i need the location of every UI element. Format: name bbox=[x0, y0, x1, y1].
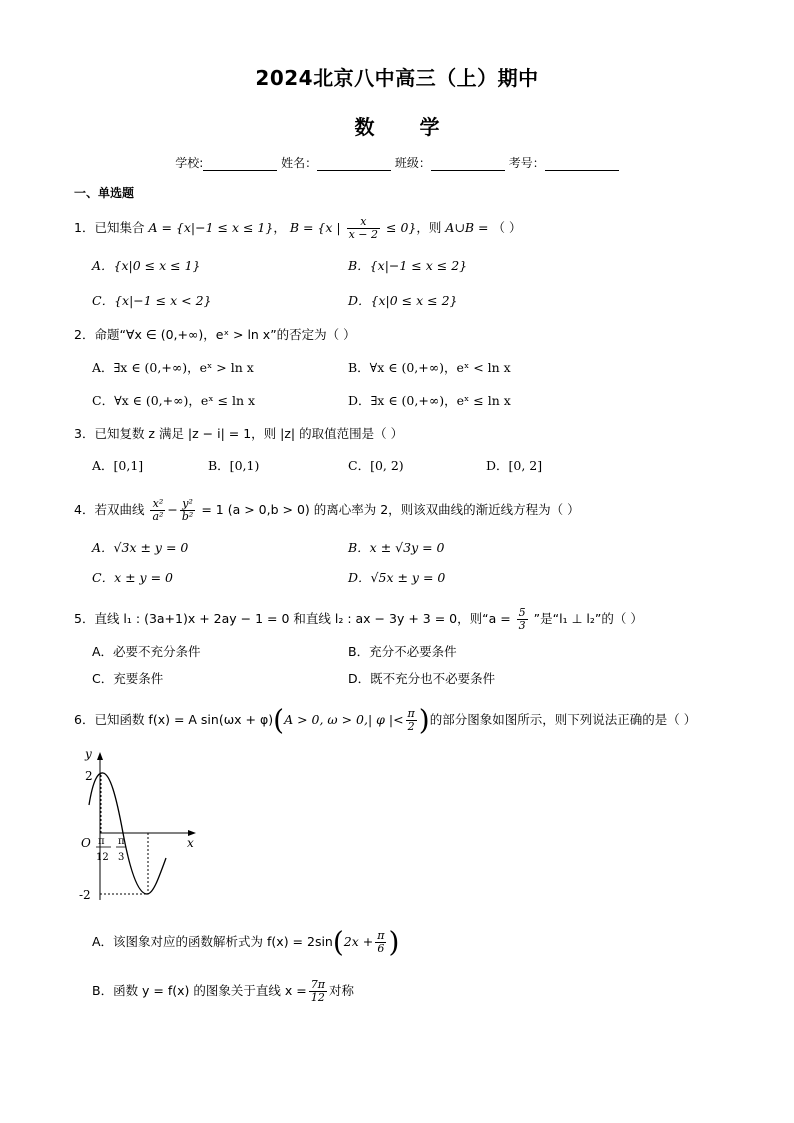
q4-stem-rest: = 1 (a > 0,b > 0) 的离心率为 2，则该双曲线的渐近线方程为（ ） bbox=[201, 502, 580, 517]
q6-frac-den: 2 bbox=[407, 720, 415, 733]
origin-label: O bbox=[81, 836, 91, 850]
q4-option-b[interactable]: B．x ± √3y = 0 bbox=[348, 540, 445, 555]
class-blank[interactable] bbox=[431, 157, 505, 171]
x-tick1-den: 12 bbox=[96, 852, 109, 863]
page-title: 2024北京八中高三（上）期中 bbox=[255, 66, 539, 90]
y-axis-arrow-icon bbox=[97, 752, 103, 760]
q6-function-graph bbox=[70, 740, 210, 910]
q3-option-c[interactable]: C．[0, 2) bbox=[348, 458, 404, 473]
school-label: 学校: bbox=[175, 156, 204, 170]
q5-stem-rest: ”是“l₁ ⊥ l₂”的（ ） bbox=[533, 611, 643, 626]
q6-option-a-fraction bbox=[375, 930, 386, 955]
school-blank[interactable] bbox=[203, 157, 277, 171]
q4-option-a[interactable]: A．√3x ± y = 0 bbox=[92, 540, 189, 555]
q1-set-b-post: ≤ 0} bbox=[386, 220, 417, 235]
q6-frac-num: π bbox=[407, 707, 415, 720]
q6-option-a-inner: 2x + bbox=[343, 934, 374, 949]
q2-option-c[interactable]: C．∀x ∈ (0,+∞)，eˣ ≤ ln x bbox=[92, 393, 256, 408]
q5-stem-text: 5．直线 l₁ : (3a+1)x + 2ay − 1 = 0 和直线 l₂ : ax − 3y + 3 = 0，则“a = bbox=[74, 611, 511, 626]
y-min-label: -2 bbox=[79, 888, 91, 902]
q4-stem-text: 4．若双曲线 bbox=[74, 502, 145, 517]
q6-option-a-num: π bbox=[377, 929, 385, 942]
q6-condition: A > 0, ω > 0,| φ |< bbox=[284, 712, 404, 727]
q6-right-paren: ) bbox=[418, 703, 430, 737]
q4-fraction-y bbox=[180, 498, 195, 523]
q5-frac-num: 5 bbox=[518, 606, 526, 619]
q6-option-b[interactable] bbox=[92, 979, 354, 1004]
q6-option-b-text: B．函数 y = f(x) 的图象关于直线 x = bbox=[92, 983, 307, 998]
q4-minus: − bbox=[167, 502, 178, 517]
q5-stem bbox=[74, 607, 643, 632]
x-tick2-num: π bbox=[118, 836, 125, 847]
q4-option-c[interactable]: C．x ± y = 0 bbox=[92, 570, 173, 585]
q1-set-a: A = {x|−1 ≤ x ≤ 1} bbox=[148, 220, 274, 235]
q6-fraction bbox=[406, 708, 417, 733]
exam-number-label: 考号： bbox=[508, 156, 545, 170]
q1-answer-paren: （ ） bbox=[492, 220, 522, 235]
q2-option-d[interactable]: D．∃x ∈ (0,+∞)，eˣ ≤ ln x bbox=[348, 393, 511, 408]
q1-stem bbox=[74, 216, 521, 241]
q2-stem: 2．命题“∀x ∈ (0,+∞)，eˣ > ln x”的否定为（ ） bbox=[74, 327, 356, 342]
q1-option-a[interactable]: A．{x|0 ≤ x ≤ 1} bbox=[92, 258, 201, 273]
q3-option-d[interactable]: D．[0, 2] bbox=[486, 458, 543, 473]
q1-option-b[interactable]: B．{x|−1 ≤ x ≤ 2} bbox=[348, 258, 468, 273]
q6-option-a[interactable] bbox=[92, 925, 400, 959]
q3-option-a[interactable]: A．[0,1] bbox=[92, 458, 144, 473]
q6-stem-rest: 的部分图象如图所示，则下列说法正确的是（ ） bbox=[429, 712, 697, 727]
q2-option-a[interactable]: A．∃x ∈ (0,+∞)，eˣ > ln x bbox=[92, 360, 254, 375]
q4-f1-den: a² bbox=[152, 510, 164, 523]
q1-frac-num: x bbox=[347, 216, 380, 229]
q6-option-b-den: 12 bbox=[310, 991, 325, 1004]
q1-option-c[interactable]: C．{x|−1 ≤ x < 2} bbox=[92, 293, 212, 308]
q4-fraction-x bbox=[150, 498, 165, 523]
section-heading: 一、单选题 bbox=[74, 186, 135, 200]
q5-option-b[interactable]: B．充分不必要条件 bbox=[348, 644, 457, 659]
q6-option-b-fraction bbox=[309, 979, 327, 1004]
q6-option-a-left-paren: ( bbox=[332, 925, 344, 959]
name-label: 姓名： bbox=[281, 156, 318, 170]
q5-option-a[interactable]: A．必要不充分条件 bbox=[92, 644, 201, 659]
subject-title: 数 学 bbox=[354, 115, 440, 139]
q4-f2-num: y² bbox=[180, 498, 195, 511]
q5-option-d[interactable]: D．既不充分也不必要条件 bbox=[348, 671, 496, 686]
exam-number-blank[interactable] bbox=[545, 157, 619, 171]
q1-fraction bbox=[347, 216, 380, 241]
x-tick1-num: π bbox=[98, 836, 105, 847]
y-max-label: 2 bbox=[85, 769, 93, 783]
q6-stem bbox=[74, 703, 697, 737]
q4-stem bbox=[74, 498, 580, 523]
q1-frac-den: x − 2 bbox=[348, 228, 379, 241]
q6-left-paren: ( bbox=[273, 703, 285, 737]
q6-option-a-den: 6 bbox=[377, 942, 385, 955]
q6-stem-text: 6．已知函数 f(x) = A sin(ωx + φ) bbox=[74, 712, 274, 727]
class-label: 班级： bbox=[394, 156, 431, 170]
q6-option-b-post: 对称 bbox=[328, 983, 354, 998]
x-tick2-den: 3 bbox=[118, 852, 125, 863]
q5-frac-den: 3 bbox=[518, 619, 526, 632]
q1-stem-then: ，则 bbox=[416, 220, 442, 235]
q4-f2-den: b² bbox=[181, 510, 194, 523]
q2-option-b[interactable]: B．∀x ∈ (0,+∞)，eˣ < ln x bbox=[348, 360, 511, 375]
q6-option-b-num: 7π bbox=[310, 978, 325, 991]
student-info-row bbox=[0, 154, 794, 171]
q6-option-a-text: A．该图象对应的函数解析式为 f(x) = 2sin bbox=[92, 934, 333, 949]
x-axis-label: x bbox=[187, 836, 194, 850]
y-axis-label: y bbox=[85, 747, 92, 761]
q4-option-d[interactable]: D．√5x ± y = 0 bbox=[348, 570, 446, 585]
q4-f1-num: x² bbox=[150, 498, 165, 511]
q1-option-d[interactable]: D．{x|0 ≤ x ≤ 2} bbox=[348, 293, 458, 308]
q5-fraction bbox=[517, 607, 528, 632]
q1-separator: ， bbox=[273, 220, 286, 235]
q1-set-b-pre: B = {x | bbox=[289, 220, 341, 235]
q1-stem-text: 1．已知集合 bbox=[74, 220, 145, 235]
q1-expr: A∪B = bbox=[445, 220, 489, 235]
q5-option-c[interactable]: C．充要条件 bbox=[92, 671, 164, 686]
name-blank[interactable] bbox=[317, 157, 391, 171]
q3-stem: 3．已知复数 z 满足 |z − i| = 1，则 |z| 的取值范围是（ ） bbox=[74, 426, 404, 441]
q6-option-a-right-paren: ) bbox=[388, 925, 400, 959]
q3-option-b[interactable]: B．[0,1) bbox=[208, 458, 260, 473]
